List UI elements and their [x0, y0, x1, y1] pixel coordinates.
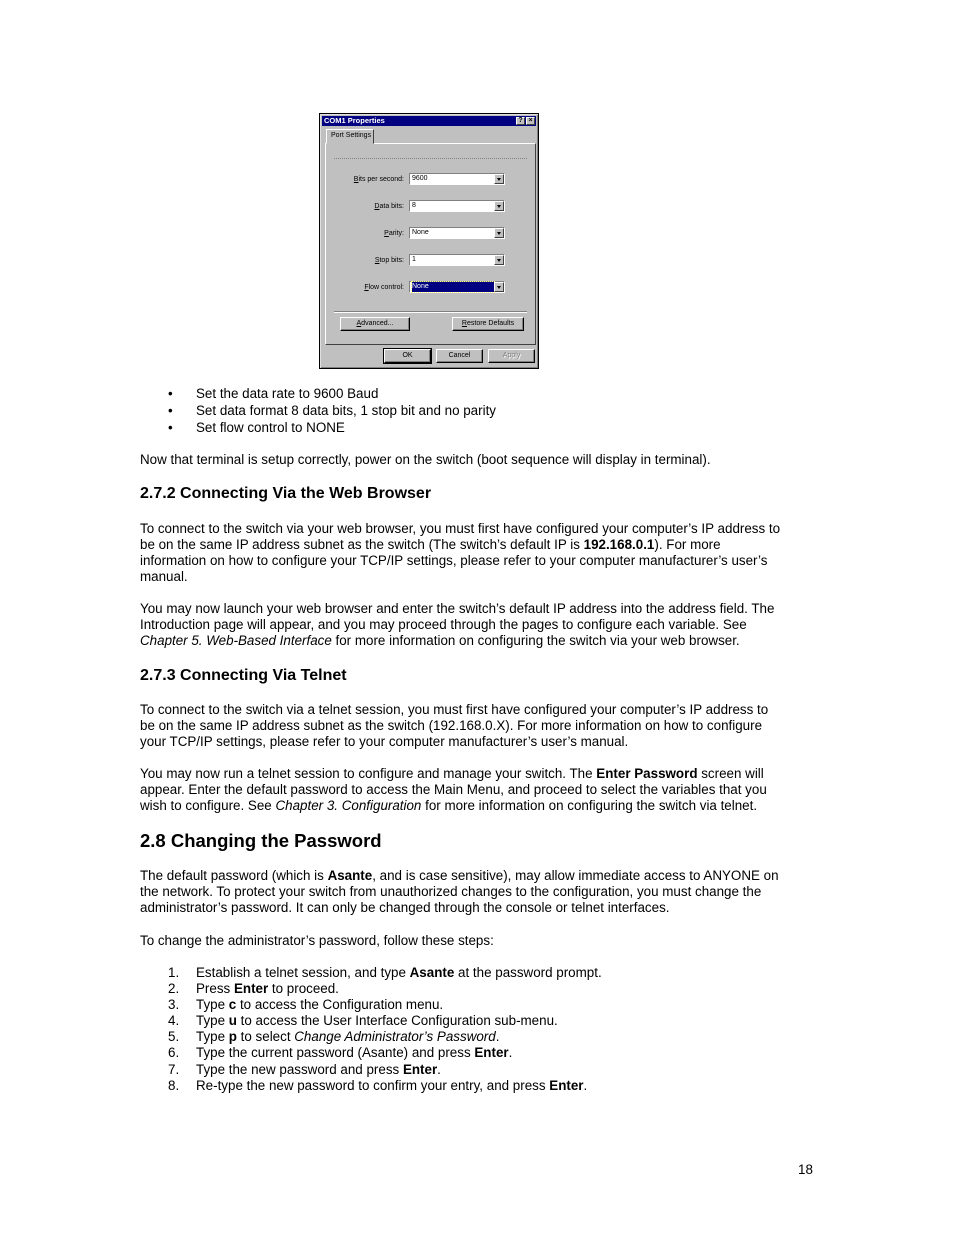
- step-number: 1.: [168, 965, 180, 980]
- cancel-button[interactable]: Cancel: [436, 349, 483, 363]
- step-item: Type the current password (Asante) and press Enter.: [196, 1045, 513, 1060]
- web-browser-paragraph-1: To connect to the switch via your web browser, you must first have configured your computer’s IP address to be on the same IP address subnet as the switch (The switch’s default IP is 192.168.0.1). For more information on how to configure your TCP/IP settings, please refer to your computer manufacturer’s user’s manual.: [140, 521, 781, 584]
- heading-2-8: 2.8 Changing the Password: [140, 830, 382, 851]
- heading-2-7-2: 2.7.2 Connecting Via the Web Browser: [140, 485, 432, 502]
- telnet-paragraph-2: You may now run a telnet session to configure and manage your switch. The Enter Password screen will appear. Enter the default password to access the Main Menu, and proceed to select the variables that you wish to configure. See Chapter 3. Configuration for more information on configuring the switch via telnet.: [140, 766, 767, 813]
- select-value: None: [412, 282, 494, 292]
- step-item: Type p to select Change Administrator’s Password.: [196, 1029, 500, 1044]
- close-icon[interactable]: ×: [526, 117, 535, 125]
- select-value: 9600: [412, 175, 428, 182]
- step-item: Press Enter to proceed.: [196, 981, 339, 996]
- bullet-item: Set flow control to NONE: [196, 420, 345, 435]
- bullet-item: Set data format 8 data bits, 1 stop bit and no parity: [196, 403, 496, 418]
- step-number: 6.: [168, 1045, 180, 1060]
- step-item: Type u to access the User Interface Configuration sub-menu.: [196, 1013, 558, 1028]
- terminal-note: Now that terminal is setup correctly, power on the switch (boot sequence will display in terminal).: [140, 452, 711, 467]
- data-bits-label: Data bits:: [374, 203, 404, 210]
- chevron-down-icon[interactable]: [494, 201, 504, 211]
- parity-select[interactable]: [409, 227, 505, 239]
- step-item: Type c to access the Configuration menu.: [196, 997, 444, 1012]
- chevron-down-icon[interactable]: [494, 255, 504, 265]
- select-value: 8: [412, 202, 416, 209]
- restore-defaults-button[interactable]: Restore Defaults: [452, 317, 524, 331]
- chevron-down-icon[interactable]: [494, 282, 504, 292]
- bits-per-second-label: Bits per second:: [353, 176, 404, 183]
- chevron-down-icon[interactable]: [494, 174, 504, 184]
- bits-per-second-select[interactable]: [409, 173, 505, 185]
- flow-control-select[interactable]: [409, 281, 505, 293]
- dialog-title-bar: [322, 116, 536, 126]
- data-bits-select[interactable]: [409, 200, 505, 212]
- bullet-icon: •: [168, 403, 173, 418]
- bullet-icon: •: [168, 420, 173, 435]
- step-number: 5.: [168, 1029, 180, 1044]
- help-icon[interactable]: ?: [516, 117, 525, 125]
- bullet-item: Set the data rate to 9600 Baud: [196, 386, 379, 401]
- dialog-title: COM1 Properties: [324, 116, 385, 125]
- bullet-icon: •: [168, 386, 173, 401]
- chevron-down-icon[interactable]: [494, 228, 504, 238]
- step-number: 2.: [168, 981, 180, 996]
- password-paragraph-2: To change the administrator’s password, follow these steps:: [140, 933, 494, 948]
- heading-2-7-3: 2.7.3 Connecting Via Telnet: [140, 667, 347, 684]
- tab-port-settings[interactable]: Port Settings: [326, 129, 374, 144]
- password-paragraph-1: The default password (which is Asante, and is case sensitive), may allow immediate access to ANYONE on the network. To protect your switch from unauthorized changes to the configuration, you must change the administrator’s password. It can only be changed through the console or telnet interfaces.: [140, 868, 779, 915]
- divider: [334, 311, 527, 313]
- step-number: 8.: [168, 1078, 180, 1093]
- select-value: 1: [412, 256, 416, 263]
- divider: [334, 158, 527, 159]
- step-item: Establish a telnet session, and type Asante at the password prompt.: [196, 965, 602, 980]
- web-browser-paragraph-2: You may now launch your web browser and enter the switch’s default IP address into the address field. The Introduction page will appear, and you may proceed through the pages to configure each variable. See Chapter 5. Web-Based Interface for more information on configuring the switch via your web browser.: [140, 601, 775, 648]
- parity-label: Parity:: [384, 230, 404, 237]
- com1-properties-dialog: [319, 113, 539, 369]
- advanced-button[interactable]: Advanced...: [340, 317, 410, 331]
- step-number: 3.: [168, 997, 180, 1012]
- ok-button[interactable]: OK: [384, 349, 431, 363]
- step-number: 7.: [168, 1062, 180, 1077]
- apply-button[interactable]: Apply: [488, 349, 535, 363]
- step-item: Re-type the new password to confirm your entry, and press Enter.: [196, 1078, 588, 1093]
- flow-control-label: Flow control:: [364, 284, 404, 291]
- page-number: 18: [798, 1162, 813, 1177]
- stop-bits-select[interactable]: [409, 254, 505, 266]
- stop-bits-label: Stop bits:: [374, 257, 404, 264]
- step-item: Type the new password and press Enter.: [196, 1062, 441, 1077]
- step-number: 4.: [168, 1013, 180, 1028]
- telnet-paragraph-1: To connect to the switch via a telnet session, you must first have configured your computer’s IP address to be on the same IP address subnet as the switch (192.168.0.X). For more information on how to configure your TCP/IP settings, please refer to your computer manufacturer’s user’s manual.: [140, 702, 769, 749]
- select-value: None: [412, 229, 429, 236]
